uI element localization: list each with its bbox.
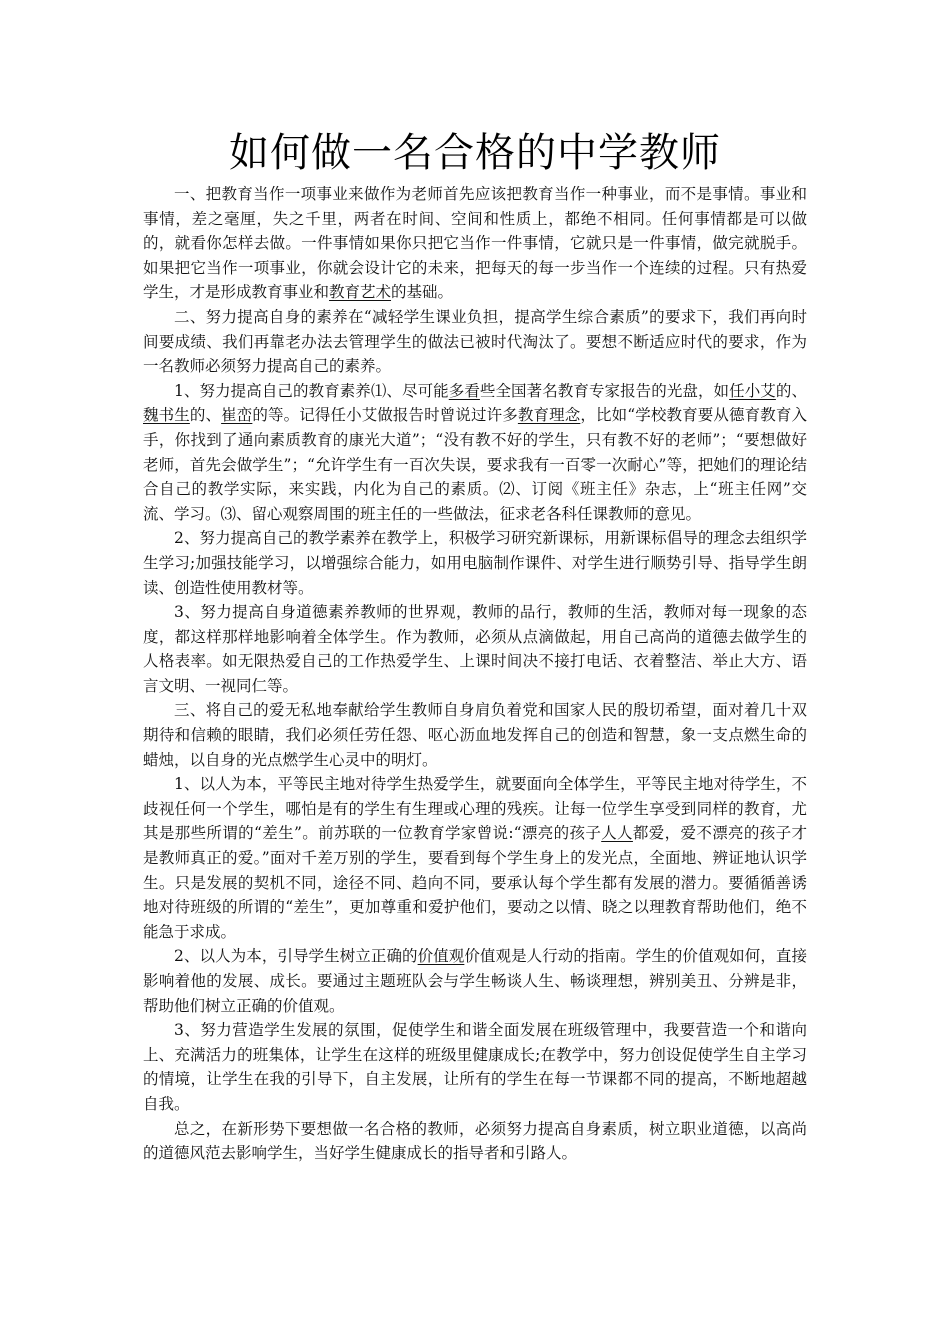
body-paragraph xyxy=(143,1117,807,1166)
underlined-term: 任小艾 xyxy=(729,381,776,400)
paragraph-text: 三、将自己的爱无私地奉献给学生教师自身肩负着党和国家人民的殷切希望，面对着几十双期待和信赖的眼睛，我们必须任劳任怨、呕心沥血地发挥自己的创造和智慧，象一支点燃生命的蜡烛，以自身的光点燃学生心灵中的明灯。 xyxy=(143,701,807,769)
underlined-term: 魏书生 xyxy=(143,406,190,425)
paragraph-text: ，比如“学校教育要从德育教育入手，你找到了通向素质教育的康光大道”；“没有教不好的学生，只有教不好的老师”；“要想做好老师，首先会做学生”；“允许学生有一百次失误，要求我有一百零一次耐心”等，把她们的理论结合自己的教学实际，来实践，内化为自己的素质。⑵、订阅《班主任》杂志，上“班主任网”交流、学习。⑶、留心观察周围的班主任的一些做法，征求老各科任课教师的意见。 xyxy=(143,406,807,523)
paragraph-text: 2、努力提高自己的教学素养在教学上，积极学习研究新课标，用新课标倡导的理念去组织学生学习;加强技能学习，以增强综合能力，如用电脑制作课件、对学生进行顺势引导、指导学生朗读、创造性使用教材等。 xyxy=(143,529,807,597)
underlined-term: 多看 xyxy=(448,381,480,400)
paragraph-text: 3、努力营造学生发展的氛围，促使学生和谐全面发展在班级管理中，我要营造一个和谐向上、充满活力的班集体，让学生在这样的班级里健康成长;在教学中，努力创设促使学生自主学习的情境，让学生在我的引导下，自主发展，让所有的学生在每一节课都不同的提高，不断地超越自我。 xyxy=(143,1021,807,1113)
paragraph-text: 一、把教育当作一项事业来做作为老师首先应该把教育当作一种事业，而不是事情。事业和事情，差之毫厘，失之千里，两者在时间、空间和性质上，都绝不相同。任何事情都是可以做的，就看你怎样去做。一件事情如果你只把它当作一件事情，它就只是一件事情，做完就脱手。如果把它当作一项事业，你就会设计它的未来，把每天的每一步当作一个连续的过程。只有热爱学生，才是形成教育事业和 xyxy=(143,185,807,302)
underlined-term: 崔峦 xyxy=(221,406,253,425)
underlined-term: 价值观 xyxy=(417,947,465,966)
paragraph-text: 的、 xyxy=(189,406,222,425)
paragraph-text: 些全国著名教育专家报告的光盘，如 xyxy=(479,381,730,400)
body-paragraph xyxy=(143,379,807,527)
paragraph-text: 的等。记得任小艾做报告时曾说过许多 xyxy=(252,406,518,425)
paragraph-text: 1、努力提高自己的教育素养⑴、尽可能 xyxy=(174,381,449,400)
body-paragraph xyxy=(143,305,807,379)
body-paragraph xyxy=(143,772,807,944)
underlined-term: 人人 xyxy=(601,824,633,843)
paragraph-text: 二、努力提高自身的素养在“减轻学生课业负担，提高学生综合素质”的要求下，我们再向时间要成绩、我们再靠老办法去管理学生的做法已被时代淘汰了。要想不断适应时代的要求，作为一名教师必须努力提高自己的素养。 xyxy=(143,307,807,376)
underlined-term: 教育艺术 xyxy=(329,283,392,302)
paragraph-text: 2、以人为本，引导学生树立正确的 xyxy=(174,947,418,966)
paragraph-text: 的基础。 xyxy=(391,283,454,302)
paragraph-text: 总之，在新形势下要想做一名合格的教师，必须努力提高自身素质，树立职业道德，以高尚的道德风范去影响学生，当好学生健康成长的指导者和引路人。 xyxy=(143,1119,807,1163)
body-paragraph xyxy=(143,600,807,698)
body-paragraph xyxy=(143,698,807,772)
underlined-term: 教育理念 xyxy=(517,406,581,425)
body-paragraph xyxy=(143,944,807,1018)
document-body xyxy=(143,128,807,1166)
paragraph-text: 的、 xyxy=(775,381,807,400)
paragraph-text: 3、努力提高自身道德素养教师的世界观，教师的品行，教师的生活，教师对每一现象的态度，都这样那样地影响着全体学生。作为教师，必须从点滴做起，用自己高尚的道德去做学生的人格表率。如无限热爱自己的工作热爱学生、上课时间决不接打电话、衣着整洁、举止大方、语言文明、一视同仁等。 xyxy=(143,603,807,695)
body-paragraph xyxy=(143,1018,807,1116)
body-paragraph xyxy=(143,526,807,600)
paragraph-text: 价值观是人行动的指南。学生的价值观如何，直接影响着他的发展、成长。要通过主题班队会与学生畅谈人生、畅谈理想，辨别美丑、分辨是非，帮助他们树立正确的价值观。 xyxy=(143,947,807,1015)
paragraph-list xyxy=(143,182,807,1166)
paragraph-text: 都爱，爱不漂亮的孩子才是教师真正的爱。”面对千差万别的学生，要看到每个学生身上的发光点，全面地、辨证地认识学生。只是发展的契机不同，途径不同、趋向不同，要承认每个学生都有发展的潜力。要循循善诱地对待班级的所谓的“差生”，更加尊重和爱护他们，要动之以情、晓之以理教育帮助他们，绝不能急于求成。 xyxy=(143,824,807,941)
body-paragraph xyxy=(143,182,807,305)
paragraph-text: 1、以人为本，平等民主地对待学生热爱学生，就要面向全体学生，平等民主地对待学生，不歧视任何一个学生，哪怕是有的学生有生理或心理的残疾。让每一位学生享受到同样的教育，尤其是那些所谓的“差生”。前苏联的一位教育学家曾说:“漂亮的孩子 xyxy=(143,775,807,843)
document-title: 如何做一名合格的中学教师 xyxy=(229,130,721,176)
